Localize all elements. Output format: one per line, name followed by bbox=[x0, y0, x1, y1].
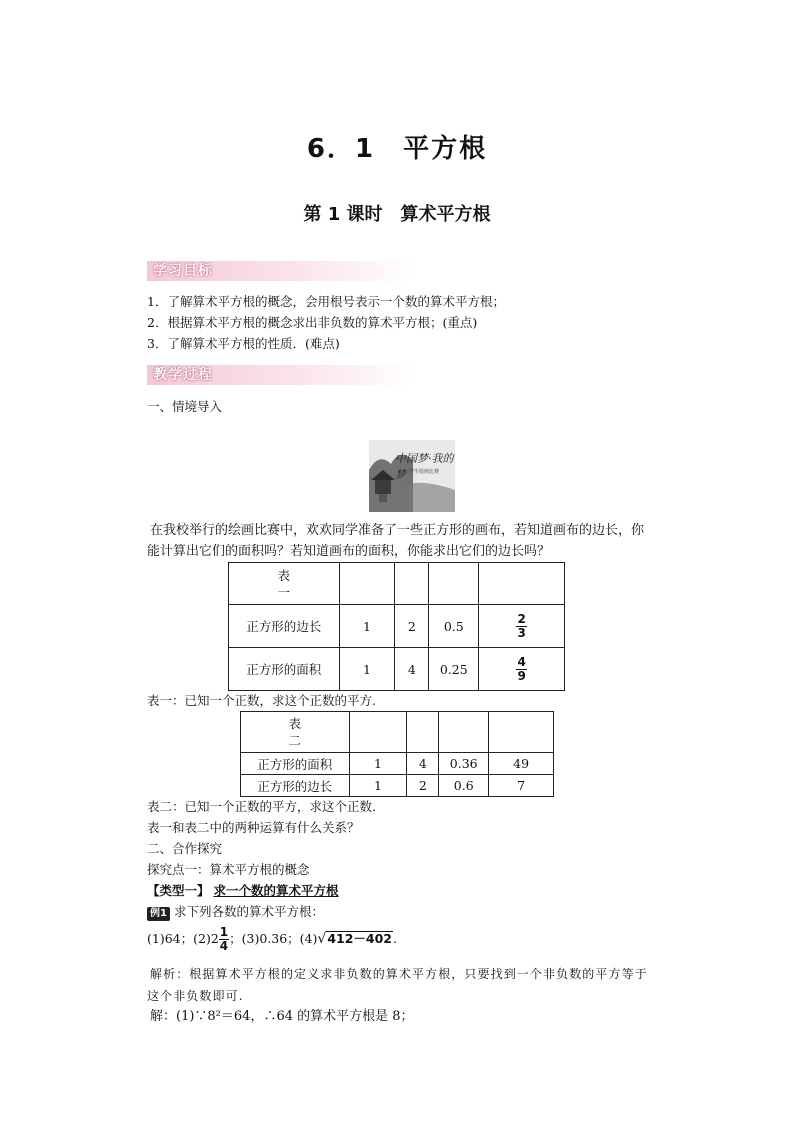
table-cell bbox=[407, 712, 439, 753]
table-cell: 4 bbox=[407, 753, 439, 775]
table-cell: 0.25 bbox=[429, 648, 479, 691]
table-cell bbox=[349, 712, 407, 753]
header-char: 表 bbox=[277, 567, 291, 583]
example-items-middle: ；(3)0.36；(4) bbox=[229, 931, 318, 946]
table-cell: 0.6 bbox=[439, 775, 489, 797]
fraction-denominator: 9 bbox=[517, 668, 526, 683]
header-char: 二 bbox=[288, 733, 302, 748]
process-banner bbox=[147, 365, 417, 385]
table-cell: 1 bbox=[339, 605, 395, 648]
table-cell: 7 bbox=[489, 775, 554, 797]
intro-paragraph-line1: 在我校举行的绘画比赛中，欢欢同学准备了一些正方形的画布，若知道画布的边长，你 bbox=[150, 523, 645, 538]
table-cell bbox=[489, 712, 554, 753]
row-label: 正方形的边长 bbox=[229, 605, 340, 648]
objectives-banner-text: 学习目标 bbox=[153, 263, 213, 279]
table-row bbox=[241, 753, 554, 775]
lesson-label: 第 1 课时 bbox=[303, 204, 383, 225]
type-title: 求一个数的算术平方根 bbox=[213, 883, 339, 898]
table-cell bbox=[479, 563, 565, 605]
part1-heading: 一、情境导入 bbox=[147, 399, 223, 414]
fraction-numerator: 2 bbox=[517, 611, 526, 626]
objective-item: 2．根据算术平方根的概念求出非负数的算术平方根；(重点) bbox=[147, 315, 478, 330]
sqrt-symbol: √ bbox=[317, 931, 327, 947]
table-two-caption: 表二：已知一个正数的平方，求这个正数． bbox=[147, 799, 385, 814]
table-header-cell bbox=[241, 712, 350, 753]
table-cell: 49 bbox=[489, 753, 554, 775]
fraction-denominator: 3 bbox=[517, 625, 526, 640]
table-row bbox=[229, 563, 565, 605]
painting-contest-illustration bbox=[369, 440, 455, 512]
objectives-banner bbox=[147, 261, 417, 281]
example-badge: 例1 bbox=[147, 907, 170, 921]
table-cell bbox=[479, 648, 565, 691]
example-items-suffix: . bbox=[393, 931, 397, 946]
fraction-numerator: 1 bbox=[219, 925, 229, 939]
table-row bbox=[241, 712, 554, 753]
fraction bbox=[516, 656, 526, 683]
part2-heading: 二、合作探究 bbox=[147, 841, 223, 856]
header-char: 一 bbox=[277, 584, 291, 600]
intro-paragraph-line2: 能计算出它们的面积吗？若知道画布的面积，你能求出它们的边长吗？ bbox=[147, 544, 551, 559]
table-cell bbox=[395, 563, 429, 605]
type-tag: 【类型一】 bbox=[147, 883, 210, 898]
table-row bbox=[229, 605, 565, 648]
fraction bbox=[219, 926, 229, 953]
row-label: 正方形的面积 bbox=[229, 648, 340, 691]
table-cell: 0.5 bbox=[429, 605, 479, 648]
table-cell: 2 bbox=[395, 605, 429, 648]
illustration-caption: 中国梦·我的梦 bbox=[395, 452, 454, 481]
table-cell: 1 bbox=[349, 753, 407, 775]
explore-point: 探究点一：算术平方根的概念 bbox=[147, 862, 310, 877]
objective-item: 1．了解算术平方根的概念，会用根号表示一个数的算术平方根； bbox=[147, 294, 505, 309]
example-items-prefix: (1)64；(2)2 bbox=[147, 931, 219, 946]
table-row bbox=[229, 648, 565, 691]
table-cell: 2 bbox=[407, 775, 439, 797]
page-title bbox=[0, 128, 794, 165]
table-row bbox=[241, 775, 554, 797]
example-items bbox=[147, 926, 397, 953]
header-char: 表 bbox=[288, 716, 302, 731]
section-number: 6．1 bbox=[306, 134, 376, 164]
row-label: 正方形的面积 bbox=[241, 753, 350, 775]
table-cell bbox=[479, 605, 565, 648]
fraction-numerator: 4 bbox=[517, 654, 526, 669]
objective-item: 3．了解算术平方根的性质．(难点) bbox=[147, 336, 340, 351]
table-one bbox=[228, 562, 565, 691]
section-title: 平方根 bbox=[403, 134, 488, 164]
fraction-denominator: 4 bbox=[219, 939, 229, 953]
table-cell: 4 bbox=[395, 648, 429, 691]
type-heading bbox=[147, 882, 339, 900]
table-one-caption: 表一：已知一个正数，求这个正数的平方. bbox=[147, 693, 376, 708]
relation-question: 表一和表二中的两种运算有什么关系？ bbox=[147, 820, 360, 835]
example-prompt: 求下列各数的算术平方根： bbox=[173, 904, 324, 919]
lesson-title: 算术平方根 bbox=[400, 204, 491, 225]
table-header-cell bbox=[229, 563, 340, 605]
row-label: 正方形的边长 bbox=[241, 775, 350, 797]
table-cell: 0.36 bbox=[439, 753, 489, 775]
fraction bbox=[516, 613, 526, 640]
table-cell: 1 bbox=[339, 648, 395, 691]
table-cell: 1 bbox=[349, 775, 407, 797]
solution-line: 解：(1)∵8²＝64，∴64 的算术平方根是 8； bbox=[150, 1009, 414, 1024]
table-two bbox=[240, 711, 554, 797]
process-banner-text: 教学过程 bbox=[153, 367, 213, 383]
table-cell bbox=[339, 563, 395, 605]
analysis-line2: 这个非负数即可. bbox=[147, 989, 244, 1003]
example-heading bbox=[147, 903, 324, 921]
sqrt-radicand: 412－402 bbox=[327, 931, 392, 946]
illustration-sub-caption: 学生绘画比赛 bbox=[409, 469, 440, 475]
analysis-line1: 解析：根据算术平方根的定义求非负数的算术平方根，只要找到一个非负数的平方等于 bbox=[150, 967, 648, 981]
lesson-subtitle bbox=[0, 200, 794, 226]
table-cell bbox=[439, 712, 489, 753]
table-cell bbox=[429, 563, 479, 605]
